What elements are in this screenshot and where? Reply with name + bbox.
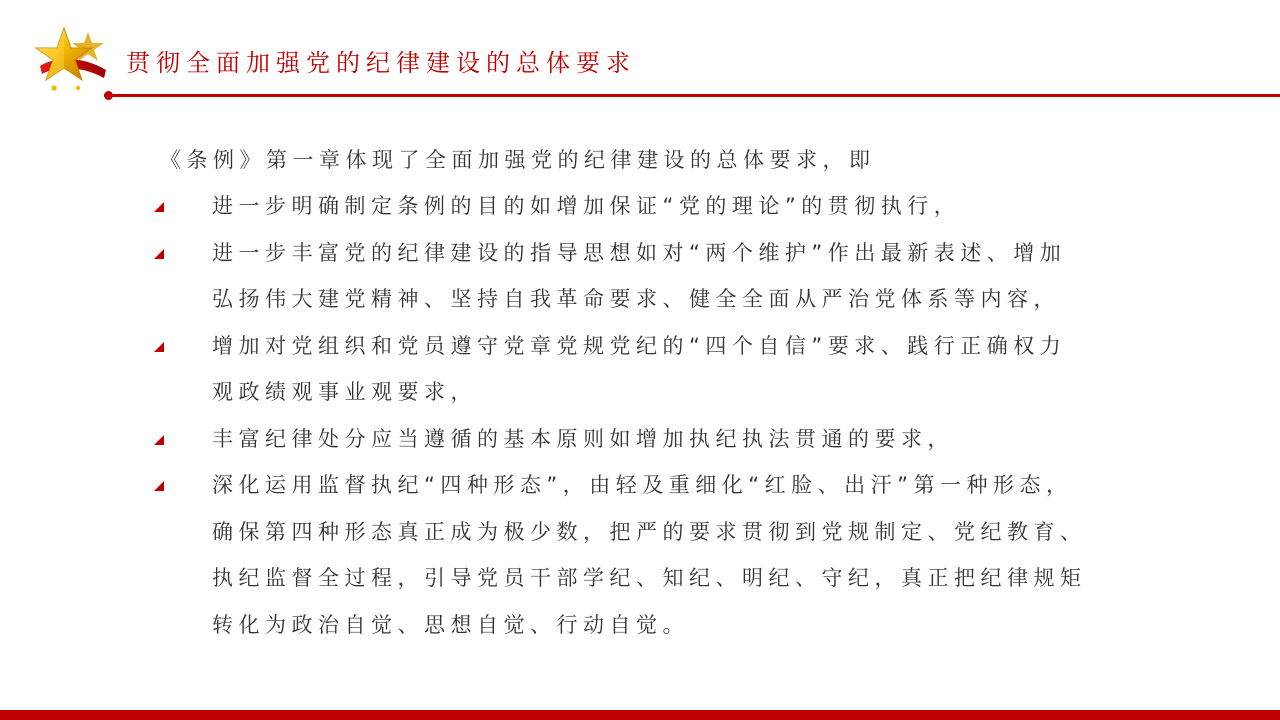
bullet-text-line: 转化为政治自觉、思想自觉、行动自觉。	[212, 612, 689, 637]
bullet-text-line: 丰富纪律处分应当遵循的基本原则如增加执纪执法贯通的要求，	[212, 426, 954, 451]
red-triangle-bullet-icon	[154, 481, 164, 491]
slide-title: 贯彻全面加强党的纪律建设的总体要求	[126, 49, 636, 77]
bullet-text-line: 增加对党组织和党员遵守党章党规党纪的“四个自信”要求、践行正确权力	[212, 333, 1067, 358]
bullet-text-line: 进一步明确制定条例的目的如增加保证“党的理论”的贯彻执行，	[212, 194, 961, 218]
header-divider	[104, 94, 1280, 97]
footer-bar	[0, 710, 1280, 720]
bullet-text-line: 观政绩观事业观要求，	[212, 380, 477, 404]
red-triangle-bullet-icon	[154, 342, 164, 352]
red-triangle-bullet-icon	[154, 249, 164, 259]
gold-star-badge-icon	[34, 26, 110, 94]
bullet-text-line: 确保第四种形态真正成为极少数，把严的要求贯彻到党规制定、党纪教育、	[212, 519, 1087, 544]
bullet-text-line: 弘扬伟大建党精神、坚持自我革命要求、健全全面从严治党体系等内容，	[212, 287, 1060, 311]
bullet-text-line: 执纪监督全过程，引导党员干部学纪、知纪、明纪、守纪，真正把纪律规矩	[212, 566, 1087, 590]
bullet-text-line: 进一步丰富党的纪律建设的指导思想如对“两个维护”作出最新表述、增加	[212, 240, 1067, 265]
header-divider-dot	[104, 91, 113, 100]
red-triangle-bullet-icon	[154, 435, 164, 445]
red-triangle-bullet-icon	[154, 202, 164, 212]
intro-text: 《条例》第一章体现了全面加强党的纪律建设的总体要求，即	[160, 148, 876, 172]
bullet-text-line: 深化运用监督执纪“四种形态”，由轻及重细化“红脸、出汗”第一种形态，	[212, 473, 1073, 497]
